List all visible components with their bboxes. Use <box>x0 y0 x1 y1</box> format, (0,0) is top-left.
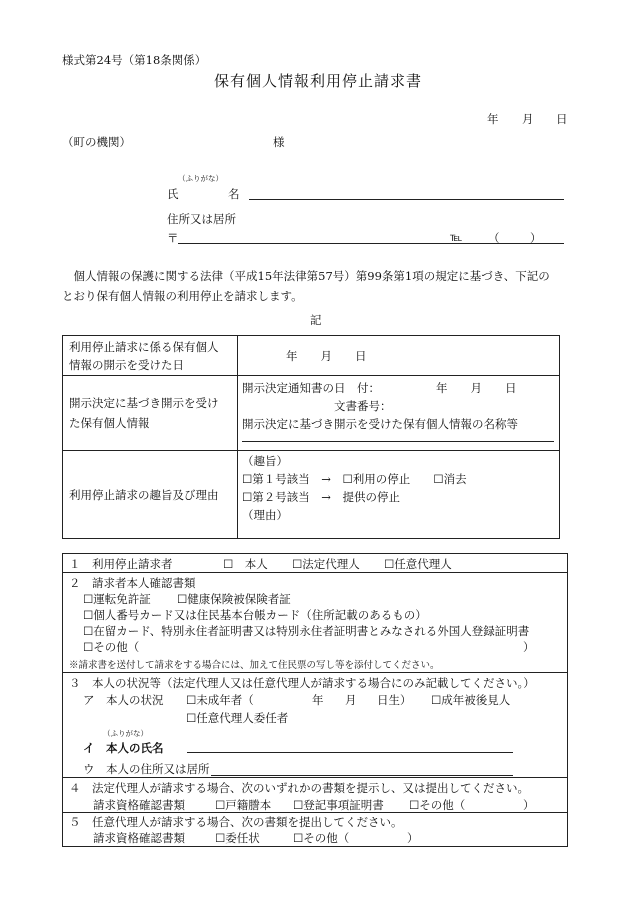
legal-docs-label: 請求資格確認書類 <box>93 798 185 812</box>
form-number: 様式第24号（第18条関係） <box>62 53 207 67</box>
status-principal-checkbox[interactable]: ☐任意代理人委任者 <box>186 711 289 725</box>
purpose-reason-cell[interactable] <box>238 451 560 539</box>
postal-mark: 〒 <box>167 231 179 245</box>
divider <box>63 812 567 813</box>
name-field[interactable] <box>249 199 564 200</box>
principal-address-label: ウ 本人の住所又は居所 <box>83 762 210 776</box>
intro-line-1: 個人情報の保護に関する法律（平成15年法律第57号）第99条第1項の規定に基づき、下記の <box>73 269 550 283</box>
principal-furigana-label: （ふりがな） <box>103 729 148 738</box>
minor-month-label: 月 <box>345 693 357 707</box>
id-license-checkbox[interactable]: ☐運転免許証 <box>83 592 151 606</box>
intro-line-2: とおり保有個人情報の利用停止を請求します。 <box>62 289 303 303</box>
disclosure-date-label: 利用停止請求に係る保有個人 情報の開示を受けた日 <box>63 336 238 376</box>
principal-name-field[interactable] <box>187 752 513 753</box>
voluntary-docs-label: 請求資格確認書類 <box>93 831 185 845</box>
info-name-field[interactable] <box>242 441 554 442</box>
legal-koseki-checkbox[interactable]: ☐戸籍謄本 <box>215 798 272 812</box>
name-label-1: 氏 <box>167 187 179 201</box>
principal-status-label: ア 本人の状況 <box>83 693 164 707</box>
legal-registry-checkbox[interactable]: ☐登記事項証明書 <box>293 798 384 812</box>
date-month-label: 月 <box>522 112 534 126</box>
requester-voluntary-checkbox[interactable]: ☐任意代理人 <box>384 557 452 571</box>
section-5-label: ５ 任意代理人が請求する場合、次の書類を提出してください。 <box>69 815 403 829</box>
minor-born-label: 日生） <box>377 693 412 707</box>
tel-mark: ℡ <box>450 230 463 244</box>
divider <box>63 572 567 573</box>
id-other-checkbox[interactable]: ☐その他（ <box>83 640 140 654</box>
section-4-label: ４ 法定代理人が請求する場合、次のいずれかの書類を提示し、又は提出してください。 <box>69 781 529 795</box>
section-3-label: ３ 本人の状況等（法定代理人又は任意代理人が請求する場合にのみ記載してください。） <box>69 676 535 690</box>
requester-legal-checkbox[interactable]: ☐法定代理人 <box>292 557 360 571</box>
legal-other-checkbox[interactable]: ☐その他（ <box>409 798 466 812</box>
principal-address-field[interactable] <box>211 775 513 776</box>
status-adult-ward-checkbox[interactable]: ☐成年被後見人 <box>431 693 511 707</box>
page-title: 保有個人情報利用停止請求書 <box>214 72 423 90</box>
request-details-table <box>62 335 560 539</box>
purpose-reason-label: 利用停止請求の趣旨及び理由 <box>63 451 238 539</box>
minor-year-label: 年 <box>312 693 324 707</box>
id-other-close: ） <box>523 640 535 654</box>
disclosed-info-label: 開示決定に基づき開示を受け た保有個人情報 <box>63 376 238 451</box>
reason-heading: （理由） <box>242 508 288 522</box>
document-number-label: 文書番号： <box>334 399 392 413</box>
requester-info-box <box>62 553 568 847</box>
purpose-heading: （趣旨） <box>242 454 288 468</box>
divider <box>63 672 567 673</box>
disclosure-date-cell[interactable] <box>238 336 560 376</box>
legal-other-close: ） <box>523 798 535 812</box>
tel-paren-close: ） <box>530 231 542 245</box>
furigana-label: （ふりがな） <box>178 174 223 183</box>
id-mail-note: ※請求書を送付して請求をする場合には、加えて住民票の写し等を添付してください。 <box>69 660 440 671</box>
address-label: 住所又は居所 <box>167 212 236 226</box>
voluntary-other-close: ） <box>407 831 419 845</box>
purpose-option-2[interactable]: ☐第２号該当 → 提供の停止 <box>242 490 400 504</box>
principal-name-label: イ 本人の氏名 <box>83 741 164 755</box>
voluntary-proxy-checkbox[interactable]: ☐委任状 <box>215 831 260 845</box>
date-year-label: 年 <box>487 112 499 126</box>
disclosed-info-cell[interactable] <box>238 376 560 451</box>
voluntary-other-checkbox[interactable]: ☐その他（ <box>293 831 350 845</box>
id-insurance-checkbox[interactable]: ☐健康保険被保険者証 <box>177 592 291 606</box>
ki-label: 記 <box>310 313 322 327</box>
requester-self-checkbox[interactable]: ☐ 本人 <box>223 557 268 571</box>
disclosure-date-value: 年 月 日 <box>286 348 367 363</box>
id-residence-checkbox[interactable]: ☐在留カード、特別永住者証明書又は特別永住者証明書とみなされる外国人登録証明書 <box>83 624 530 638</box>
tel-paren-open: （ <box>488 231 500 245</box>
agency-label: （町の機関） <box>62 135 131 149</box>
purpose-option-1[interactable]: ☐第１号該当 → ☐利用の停止 ☐消去 <box>242 472 467 486</box>
section-1-label: １ 利用停止請求者 <box>69 557 173 571</box>
address-field[interactable] <box>178 243 564 244</box>
notice-date-value: 年 月 日 <box>436 381 517 395</box>
info-name-label: 開示決定に基づき開示を受けた保有個人情報の名称等 <box>242 417 518 431</box>
date-day-label: 日 <box>556 112 568 126</box>
section-2-label: ２ 請求者本人確認書類 <box>69 576 196 590</box>
id-mynumber-checkbox[interactable]: ☐個人番号カード又は住民基本台帳カード（住所記載のあるもの） <box>83 608 427 622</box>
sama-label: 様 <box>273 135 285 149</box>
divider <box>63 777 567 778</box>
name-label-2: 名 <box>228 187 240 201</box>
status-minor-checkbox[interactable]: ☐未成年者（ <box>186 693 254 707</box>
notice-date-label: 開示決定通知書の日 付： <box>242 381 380 395</box>
